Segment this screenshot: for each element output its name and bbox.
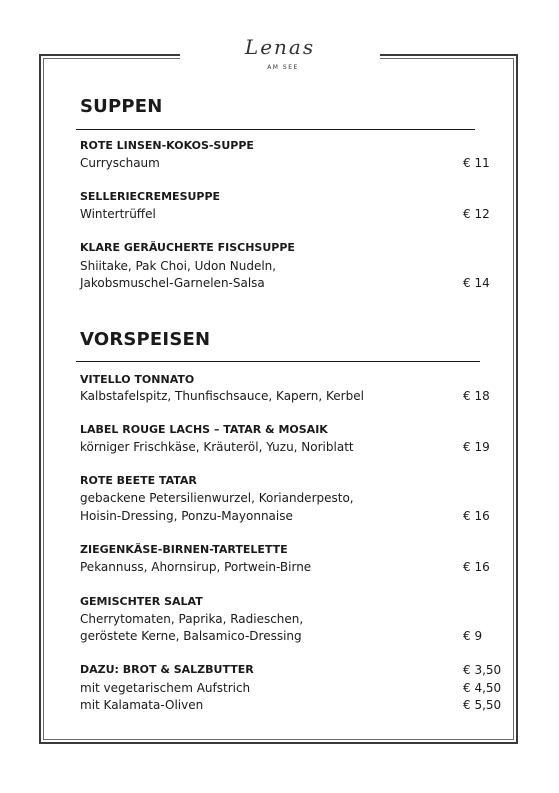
- item-description: geröstete Kerne, Balsamico-Dressing: [80, 629, 302, 643]
- item-description: Pekannuss, Ahornsirup, Portwein-Birne: [80, 560, 312, 574]
- section-rule: [76, 129, 475, 130]
- item-name: GEMISCHTER SALAT: [80, 595, 203, 608]
- item-name: KLARE GERÄUCHERTE FISCHSUPPE: [80, 241, 295, 254]
- item-price: € 4,50: [463, 681, 502, 695]
- section-rule: [76, 361, 480, 362]
- section-title-vorspeisen: VORSPEISEN: [80, 329, 211, 350]
- item-name: VITELLO TONNATO: [80, 373, 195, 386]
- item-price: € 16: [463, 560, 490, 574]
- item-price: € 9: [463, 629, 483, 643]
- item-description: Wintertrüffel: [80, 207, 156, 221]
- item-description: gebackene Petersilienwurzel, Korianderpesto,: [80, 491, 354, 505]
- item-name: ROTE LINSEN-KOKOS-SUPPE: [80, 139, 254, 152]
- item-name: LABEL ROUGE LACHS – TATAR & MOSAIK: [80, 423, 328, 436]
- item-description: Hoisin-Dressing, Ponzu-Mayonnaise: [80, 509, 293, 523]
- section-title-suppen: SUPPEN: [80, 96, 163, 117]
- item-price: € 18: [463, 389, 490, 403]
- item-price: € 5,50: [463, 698, 502, 712]
- item-description: Kalbstafelspitz, Thunfischsauce, Kapern, Kerbel: [80, 389, 364, 403]
- item-price: € 14: [463, 276, 490, 290]
- item-name: DAZU: BROT & SALZBUTTER: [80, 663, 254, 676]
- item-description: Cherrytomaten, Paprika, Radieschen,: [80, 612, 304, 626]
- item-description: körniger Frischkäse, Kräuteröl, Yuzu, Noriblatt: [80, 440, 354, 454]
- item-price: € 19: [463, 440, 490, 454]
- item-description: Shiitake, Pak Choi, Udon Nudeln,: [80, 259, 277, 273]
- logo-name: Lenas: [244, 35, 316, 59]
- item-description: Curryschaum: [80, 156, 160, 170]
- item-name: ZIEGENKÄSE-BIRNEN-TARTELETTE: [80, 543, 288, 556]
- restaurant-logo: [180, 36, 380, 71]
- item-price: € 3,50: [463, 663, 502, 677]
- item-description: mit Kalamata-Oliven: [80, 698, 204, 712]
- item-price: € 11: [463, 156, 490, 170]
- item-price: € 16: [463, 509, 490, 523]
- item-price: € 12: [463, 207, 490, 221]
- item-description: Jakobsmuschel-Garnelen-Salsa: [80, 276, 265, 290]
- item-name: SELLERIECREMESUPPE: [80, 190, 221, 203]
- item-name: ROTE BEETE TATAR: [80, 474, 197, 487]
- logo-subtitle: AM SEE: [267, 64, 299, 71]
- item-description: mit vegetarischem Aufstrich: [80, 681, 251, 695]
